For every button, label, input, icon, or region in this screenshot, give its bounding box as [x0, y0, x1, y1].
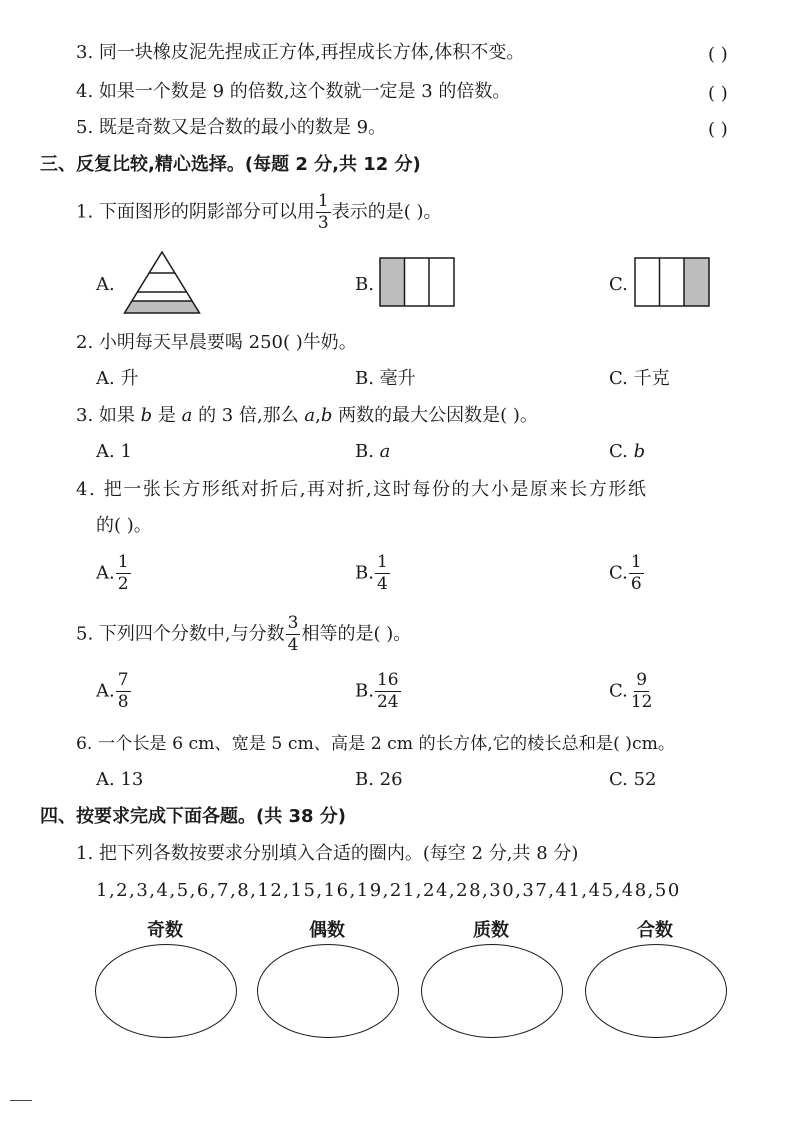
q5-option-c-frac: [629, 672, 655, 711]
q4-option-a-frac: [116, 554, 131, 593]
q3-option-b-var: a: [379, 441, 391, 462]
tf-item-3: 3. 同一块橡皮泥先捏成正方体,再捏成长方体,体积不变。: [76, 42, 525, 63]
q5-fraction: [286, 615, 301, 654]
q3-var-a2: a: [304, 405, 316, 426]
q3-text-3: 的 3 倍,那么: [192, 405, 305, 426]
q3-text-4: ,: [315, 405, 321, 426]
q5-option-a-label: A.: [96, 680, 115, 702]
number-list: 1,2,3,4,5,6,7,8,12,15,16,19,21,24,28,30,37,41,45,48,50: [96, 880, 681, 901]
q5-stem: [76, 615, 411, 654]
tf-paren-3[interactable]: ( ): [708, 44, 728, 65]
q1-option-c-label[interactable]: C.: [609, 274, 628, 295]
q5-c-den: 12: [630, 692, 653, 712]
q4-c-num: 1: [630, 552, 642, 572]
q1-option-a-label[interactable]: A.: [96, 274, 115, 295]
q1-fraction: [316, 193, 331, 232]
label-even: 偶数: [309, 920, 345, 941]
q4-option-c-label: C.: [609, 562, 628, 584]
odd-circle[interactable]: [95, 944, 237, 1038]
even-circle[interactable]: [257, 944, 399, 1038]
composite-circle[interactable]: [585, 944, 727, 1038]
q3-var-b2: b: [320, 405, 333, 426]
q1-stem: [76, 193, 442, 232]
q5-suffix: 相等的是( )。: [301, 623, 412, 645]
q5-frac-den: 4: [287, 635, 299, 655]
q5-a-den: 8: [117, 692, 129, 712]
q5-option-a[interactable]: [96, 672, 132, 711]
q5-frac-num: 3: [287, 613, 299, 633]
s4-q1-stem: 1. 把下列各数按要求分别填入合适的圈内。(每空 2 分,共 8 分): [76, 843, 579, 864]
q5-c-num: 9: [636, 670, 648, 690]
q5-a-num: 7: [117, 670, 129, 690]
q3-var-a: a: [181, 405, 193, 426]
q4-stem-line2: 的( )。: [96, 515, 152, 536]
label-odd: 奇数: [147, 920, 183, 941]
q5-b-den: 24: [376, 692, 399, 712]
q1-option-b-label[interactable]: B.: [355, 274, 374, 295]
q5-option-b-label: B.: [355, 680, 374, 702]
q5-b-num: 16: [376, 670, 399, 690]
q1-rect-c-figure: [634, 257, 712, 307]
q1-suffix: 表示的是( )。: [331, 201, 442, 223]
tf-paren-5[interactable]: ( ): [708, 119, 728, 140]
q4-option-b-label: B.: [355, 562, 374, 584]
q5-option-c[interactable]: [609, 672, 656, 711]
q3-option-b-prefix: B.: [355, 441, 380, 462]
q1-prefix: 1. 下面图形的阴影部分可以用: [76, 201, 315, 223]
q6-option-a[interactable]: A. 13: [96, 769, 144, 790]
q4-b-den: 4: [376, 574, 388, 594]
q4-b-num: 1: [376, 552, 388, 572]
q4-a-num: 1: [117, 552, 129, 572]
prime-circle[interactable]: [421, 944, 563, 1038]
q4-option-c[interactable]: [609, 554, 645, 593]
q4-option-c-frac: [629, 554, 644, 593]
q4-option-b[interactable]: [355, 554, 391, 593]
q3-option-a[interactable]: A. 1: [96, 441, 132, 462]
q4-stem-line1: 4. 把一张长方形纸对折后,再对折,这时每份的大小是原来长方形纸: [76, 479, 648, 500]
q3-stem: [76, 407, 538, 425]
q1-frac-num: 1: [317, 191, 329, 211]
q3-option-c-var: b: [633, 441, 646, 462]
q6-option-b[interactable]: B. 26: [355, 769, 403, 790]
q3-text-5: 两数的最大公因数是( )。: [332, 405, 538, 426]
q1-triangle-figure: [122, 250, 202, 316]
q6-stem: 6. 一个长是 6 cm、宽是 5 cm、高是 2 cm 的长方体,它的棱长总和是( )cm。: [76, 734, 676, 754]
q3-option-b[interactable]: [355, 443, 390, 461]
page-edge-mark: [10, 1100, 32, 1101]
q4-option-b-frac: [375, 554, 390, 593]
q1-frac-den: 3: [317, 213, 329, 233]
q5-option-b[interactable]: [355, 672, 402, 711]
label-prime: 质数: [473, 920, 509, 941]
tf-paren-4[interactable]: ( ): [708, 83, 728, 104]
section-4-title: 四、按要求完成下面各题。(共 38 分): [40, 806, 347, 827]
q1-rect-b-figure: [379, 257, 457, 307]
q6-option-c[interactable]: C. 52: [609, 769, 657, 790]
q5-option-c-label: C.: [609, 680, 628, 702]
q5-option-b-frac: [375, 672, 401, 711]
section-3-title: 三、反复比较,精心选择。(每题 2 分,共 12 分): [40, 154, 421, 175]
q5-option-a-frac: [116, 672, 131, 711]
q4-option-a-label: A.: [96, 562, 115, 584]
q3-option-c-prefix: C.: [609, 441, 634, 462]
tf-item-5: 5. 既是奇数又是合数的最小的数是 9。: [76, 117, 387, 138]
q3-text-1: 3. 如果: [76, 405, 141, 426]
q2-option-b[interactable]: B. 毫升: [355, 368, 416, 389]
label-composite: 合数: [637, 920, 673, 941]
q2-option-c[interactable]: C. 千克: [609, 368, 670, 389]
q4-option-a[interactable]: [96, 554, 132, 593]
tf-item-4: 4. 如果一个数是 9 的倍数,这个数就一定是 3 的倍数。: [76, 81, 511, 102]
q4-c-den: 6: [630, 574, 642, 594]
q4-a-den: 2: [117, 574, 129, 594]
q2-stem: 2. 小明每天早晨要喝 250( )牛奶。: [76, 332, 357, 353]
q3-text-2: 是: [152, 405, 182, 426]
q3-option-c[interactable]: [609, 443, 645, 461]
q2-option-a[interactable]: A. 升: [96, 368, 139, 389]
q5-prefix: 5. 下列四个分数中,与分数: [76, 623, 285, 645]
q3-var-b: b: [140, 405, 153, 426]
